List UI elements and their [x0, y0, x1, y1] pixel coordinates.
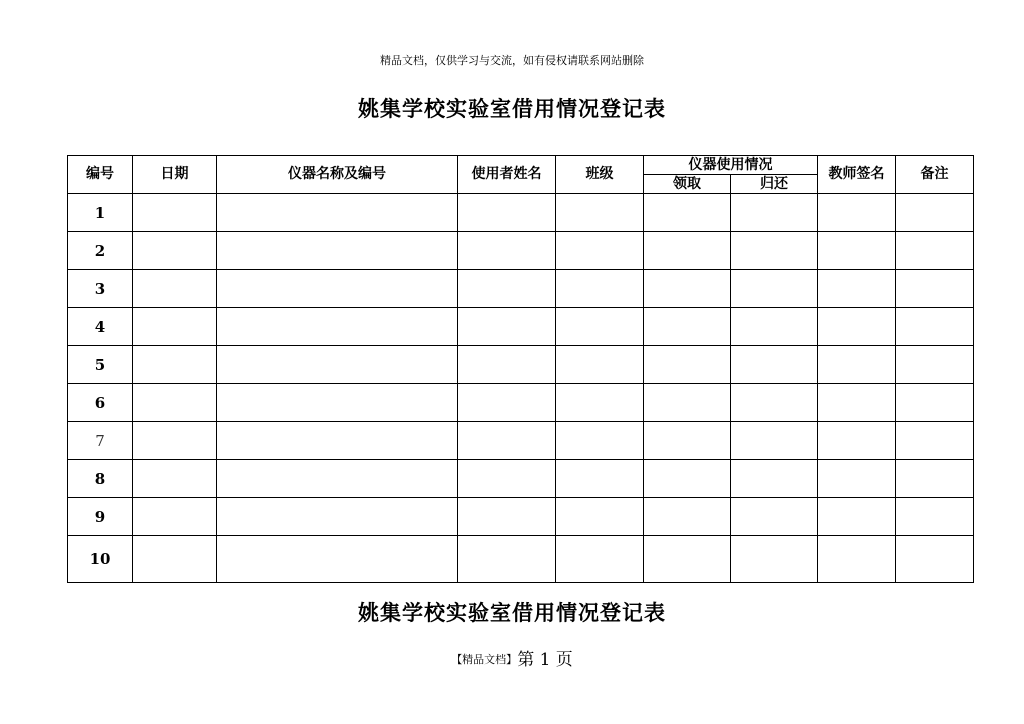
empty-cell[interactable]	[556, 460, 644, 498]
empty-cell[interactable]	[556, 422, 644, 460]
empty-cell[interactable]	[818, 346, 896, 384]
empty-cell[interactable]	[458, 232, 556, 270]
empty-cell[interactable]	[644, 270, 731, 308]
row-number-cell: 4	[68, 308, 133, 346]
empty-cell[interactable]	[818, 232, 896, 270]
table-row	[68, 498, 974, 536]
empty-cell[interactable]	[731, 460, 818, 498]
header-date: 日期	[133, 156, 217, 194]
empty-cell[interactable]	[133, 270, 217, 308]
empty-cell[interactable]	[133, 194, 217, 232]
empty-cell[interactable]	[458, 308, 556, 346]
row-number-cell: 6	[68, 384, 133, 422]
table-row	[68, 308, 974, 346]
empty-cell[interactable]	[133, 232, 217, 270]
empty-cell[interactable]	[731, 232, 818, 270]
page-title-repeat: 姚集学校实验室借用情况登记表	[358, 600, 666, 625]
empty-cell[interactable]	[458, 422, 556, 460]
empty-cell[interactable]	[458, 270, 556, 308]
table-row	[68, 194, 974, 232]
empty-cell[interactable]	[731, 270, 818, 308]
empty-cell[interactable]	[731, 194, 818, 232]
empty-cell[interactable]	[896, 308, 974, 346]
empty-cell[interactable]	[731, 498, 818, 536]
table-row	[68, 384, 974, 422]
row-number-cell: 5	[68, 346, 133, 384]
empty-cell[interactable]	[217, 422, 458, 460]
empty-cell[interactable]	[896, 422, 974, 460]
empty-cell[interactable]	[133, 536, 217, 583]
row-number-cell: 1	[68, 194, 133, 232]
empty-cell[interactable]	[458, 384, 556, 422]
table-row	[68, 460, 974, 498]
header-row	[68, 156, 974, 175]
empty-cell[interactable]	[217, 536, 458, 583]
empty-cell[interactable]	[896, 384, 974, 422]
empty-cell[interactable]	[818, 194, 896, 232]
empty-cell[interactable]	[644, 384, 731, 422]
empty-cell[interactable]	[818, 384, 896, 422]
empty-cell[interactable]	[818, 422, 896, 460]
page-footer	[0, 645, 1024, 670]
header-return: 归还	[731, 175, 818, 194]
empty-cell[interactable]	[217, 308, 458, 346]
table-row	[68, 270, 974, 308]
empty-cell[interactable]	[217, 384, 458, 422]
empty-cell[interactable]	[556, 270, 644, 308]
empty-cell[interactable]	[896, 536, 974, 583]
empty-cell[interactable]	[644, 232, 731, 270]
empty-cell[interactable]	[644, 422, 731, 460]
table-row	[68, 232, 974, 270]
empty-cell[interactable]	[644, 308, 731, 346]
empty-cell[interactable]	[896, 498, 974, 536]
table-row	[68, 536, 974, 583]
empty-cell[interactable]	[818, 536, 896, 583]
empty-cell[interactable]	[644, 460, 731, 498]
empty-cell[interactable]	[133, 498, 217, 536]
empty-cell[interactable]	[556, 308, 644, 346]
empty-cell[interactable]	[896, 232, 974, 270]
page-number: 第 1 页	[517, 650, 573, 670]
empty-cell[interactable]	[458, 194, 556, 232]
empty-cell[interactable]	[731, 308, 818, 346]
empty-cell[interactable]	[644, 498, 731, 536]
empty-cell[interactable]	[458, 346, 556, 384]
table-row	[68, 422, 974, 460]
header-teacher: 教师签名	[818, 156, 896, 194]
header-borrow: 领取	[644, 175, 731, 194]
header-instrument: 仪器名称及编号	[217, 156, 458, 194]
empty-cell[interactable]	[731, 346, 818, 384]
header-remark: 备注	[896, 156, 974, 194]
row-number-cell: 2	[68, 232, 133, 270]
empty-cell[interactable]	[731, 422, 818, 460]
empty-cell[interactable]	[896, 460, 974, 498]
empty-cell[interactable]	[556, 498, 644, 536]
empty-cell[interactable]	[217, 460, 458, 498]
watermark-notice: 精品文档，仅供学习与交流，如有侵权请联系网站删除	[380, 54, 644, 67]
empty-cell[interactable]	[217, 194, 458, 232]
empty-cell[interactable]	[133, 460, 217, 498]
empty-cell[interactable]	[217, 232, 458, 270]
empty-cell[interactable]	[896, 270, 974, 308]
empty-cell[interactable]	[133, 308, 217, 346]
empty-cell[interactable]	[133, 346, 217, 384]
footer-tag: 【精品文档】	[451, 653, 518, 666]
registration-table	[67, 155, 974, 583]
empty-cell[interactable]	[818, 498, 896, 536]
empty-cell[interactable]	[896, 194, 974, 232]
empty-cell[interactable]	[556, 536, 644, 583]
empty-cell[interactable]	[217, 498, 458, 536]
table-row	[68, 346, 974, 384]
header-number: 编号	[68, 156, 133, 194]
empty-cell[interactable]	[644, 536, 731, 583]
empty-cell[interactable]	[133, 422, 217, 460]
empty-cell[interactable]	[556, 384, 644, 422]
empty-cell[interactable]	[818, 270, 896, 308]
row-number-cell: 7	[68, 422, 133, 460]
row-number-cell: 3	[68, 270, 133, 308]
empty-cell[interactable]	[133, 384, 217, 422]
empty-cell[interactable]	[818, 460, 896, 498]
row-number-cell: 9	[68, 498, 133, 536]
header-class: 班级	[556, 156, 644, 194]
empty-cell[interactable]	[896, 346, 974, 384]
row-number-cell: 8	[68, 460, 133, 498]
empty-cell[interactable]	[818, 308, 896, 346]
empty-cell[interactable]	[556, 232, 644, 270]
header-user: 使用者姓名	[458, 156, 556, 194]
empty-cell[interactable]	[556, 194, 644, 232]
empty-cell[interactable]	[217, 346, 458, 384]
page-title: 姚集学校实验室借用情况登记表	[358, 96, 666, 121]
header-usage-group: 仪器使用情况	[644, 156, 818, 175]
empty-cell[interactable]	[458, 536, 556, 583]
empty-cell[interactable]	[556, 346, 644, 384]
empty-cell[interactable]	[458, 460, 556, 498]
empty-cell[interactable]	[458, 498, 556, 536]
empty-cell[interactable]	[731, 536, 818, 583]
empty-cell[interactable]	[731, 384, 818, 422]
empty-cell[interactable]	[644, 346, 731, 384]
table-body	[68, 194, 974, 583]
empty-cell[interactable]	[217, 270, 458, 308]
empty-cell[interactable]	[644, 194, 731, 232]
row-number-cell: 10	[68, 536, 133, 583]
